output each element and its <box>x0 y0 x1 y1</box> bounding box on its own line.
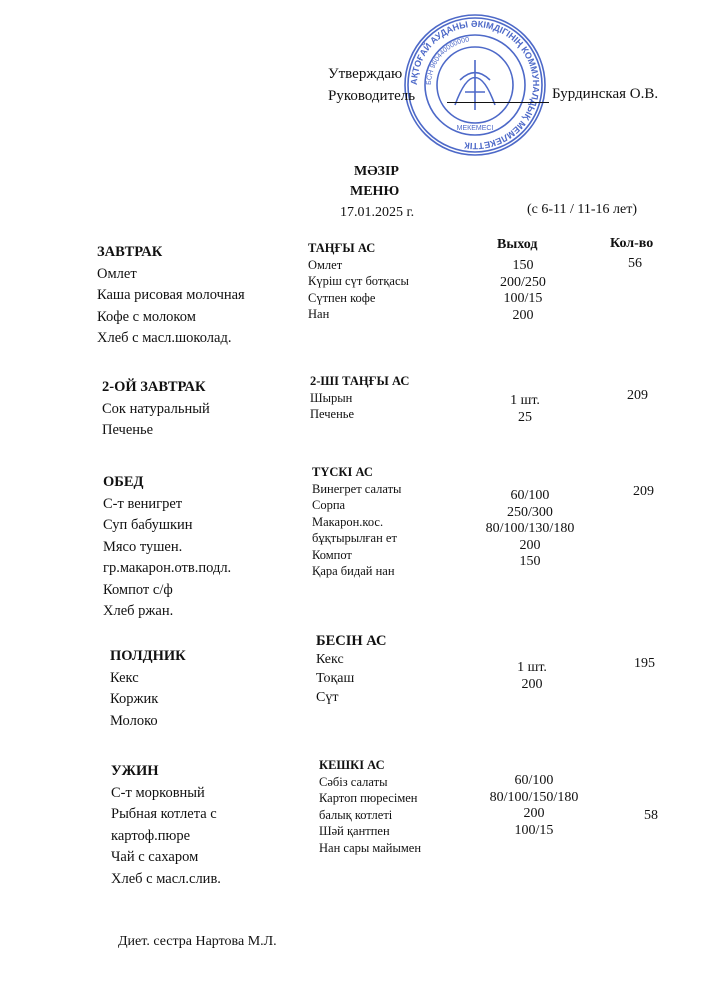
official-stamp <box>400 10 550 160</box>
meal-breakfast-kz <box>308 240 409 323</box>
output-value: 100/15 <box>514 822 554 838</box>
meal-snack-qty: 195 <box>634 656 655 671</box>
list-item: Компот <box>312 547 352 562</box>
list-item: Чай с сахаром <box>111 849 199 865</box>
stamp-graphic <box>405 15 545 155</box>
list-item: гр.макарон.отв.подл. <box>103 560 232 576</box>
list-item: Күріш сүт ботқасы <box>308 274 409 288</box>
meal-lunch-qty: 209 <box>633 484 654 499</box>
output-value: 150 <box>519 554 541 569</box>
list-item: Макарон.кос. <box>312 514 384 529</box>
output-value: 200 <box>521 676 543 692</box>
menu-date: 17.01.2025 г. <box>340 205 415 220</box>
meal-title-ru: УЖИН <box>111 763 159 779</box>
list-item: Нан <box>308 307 330 321</box>
list-item: Омлет <box>97 265 137 282</box>
output-value: 80/100/130/180 <box>485 521 575 536</box>
meal-lunch-kz <box>312 464 401 580</box>
meal-breakfast-outputs <box>478 258 568 324</box>
meal-dinner-ru <box>111 761 221 890</box>
list-item: Хлеб с масл.слив. <box>111 870 221 887</box>
approval-name: Бурдинская О.В. <box>552 86 659 102</box>
list-item: Шырын <box>310 390 353 405</box>
meal-snack-ru <box>110 646 186 732</box>
meal-lunch-ru <box>103 472 231 623</box>
meal-snack-kz <box>316 632 387 707</box>
list-item: балық котлеті <box>319 807 393 822</box>
meal-dinner-outputs <box>474 773 594 839</box>
list-item: Омлет <box>308 257 343 272</box>
output-value: 60/100 <box>510 488 550 503</box>
list-item: бұқтырылған ет <box>312 531 397 545</box>
output-value: 100/15 <box>503 291 543 306</box>
output-value: 80/100/150/180 <box>489 789 579 805</box>
approval-role: Руководитель <box>328 88 416 104</box>
list-item: Печенье <box>102 422 154 438</box>
meal-lunch-outputs <box>470 488 590 571</box>
stamp-bin-text: БСН 960440000000 <box>425 36 470 86</box>
output-value: 200 <box>512 307 534 323</box>
meal-breakfast-ru <box>97 242 245 350</box>
signature-line <box>447 102 549 103</box>
list-item: Хлеб с масл.шоколад. <box>97 330 232 346</box>
meal-title-kz: 2-ШІ ТАҢҒЫ АС <box>310 374 410 388</box>
menu-title-kz: МӘЗІР <box>354 164 399 179</box>
column-output-header: Выход <box>497 237 538 252</box>
output-value: 250/300 <box>507 504 553 520</box>
list-item: Мясо тушен. <box>103 538 183 555</box>
list-item: Сүтпен кофе <box>308 290 376 305</box>
output-value: 200/250 <box>500 274 546 290</box>
list-item: Қара бидай нан <box>312 564 395 578</box>
list-item: Сорпа <box>312 498 346 512</box>
output-value: 150 <box>512 258 534 273</box>
list-item: Компот с/ф <box>103 581 173 598</box>
list-item: Хлеб ржан. <box>103 603 174 619</box>
meal-second-breakfast-qty: 209 <box>627 388 648 403</box>
column-qty-header: Кол-во <box>610 236 654 251</box>
list-item: Кофе с молоком <box>97 308 196 325</box>
approval-approve: Утверждаю <box>328 66 403 82</box>
output-value: 60/100 <box>514 773 554 788</box>
meal-dinner-kz <box>319 757 421 856</box>
stamp-inner-text: МЕКЕМЕСІ <box>456 125 494 132</box>
output-value: 1 шт. <box>517 660 547 675</box>
meal-dinner-qty: 58 <box>644 808 658 823</box>
list-item: Шәй қантпен <box>319 824 390 838</box>
meal-title-ru: ПОЛДНИК <box>110 648 186 664</box>
meal-second-breakfast-kz <box>310 373 409 423</box>
list-item: Кекс <box>110 669 139 686</box>
output-value: 25 <box>518 409 532 425</box>
age-range: (с 6-11 / 11-16 лет) <box>527 202 638 217</box>
list-item: Сүт <box>316 690 339 705</box>
list-item: Молоко <box>110 712 158 729</box>
menu-title-ru: МЕНЮ <box>350 184 400 199</box>
list-item: Каша рисовая молочная <box>97 287 245 303</box>
output-value: 200 <box>519 537 541 553</box>
meal-second-breakfast-ru <box>102 377 210 442</box>
meal-title-kz: КЕШКІ АС <box>319 758 385 772</box>
meal-breakfast-qty: 56 <box>628 256 642 271</box>
list-item: С-т венигрет <box>103 495 183 512</box>
list-item: Сәбіз салаты <box>319 774 388 789</box>
output-value: 1 шт. <box>510 393 540 408</box>
list-item: Рыбная котлета с <box>111 806 217 822</box>
list-item: Кекс <box>316 652 344 667</box>
meal-title-ru: ОБЕД <box>103 474 144 490</box>
output-value: 200 <box>523 806 545 821</box>
list-item: Картоп пюресімен <box>319 791 418 805</box>
meal-title-ru: 2-ОЙ ЗАВТРАК <box>102 379 206 395</box>
meal-title-kz: ТҮСКІ АС <box>312 465 373 479</box>
stamp-outer-text: АҚТОҒАЙ АУДАНЫ ӘКІМДІГІНІҢ КОММУНАЛДЫҚ МЕМЛЕКЕТТІК <box>408 18 542 152</box>
meal-title-kz: БЕСІН АС <box>316 633 387 649</box>
meal-title-ru: ЗАВТРАК <box>97 244 163 260</box>
list-item: картоф.пюре <box>111 827 191 844</box>
meal-title-kz: ТАҢҒЫ АС <box>308 241 376 255</box>
list-item: Печенье <box>310 407 355 421</box>
list-item: Коржик <box>110 691 159 707</box>
list-item: Суп бабушкин <box>103 517 193 533</box>
list-item: Тоқаш <box>316 671 355 686</box>
dietitian-signature: Диет. сестра Нартова М.Л. <box>118 934 277 949</box>
list-item: Сок натуральный <box>102 400 210 417</box>
meal-snack-outputs <box>487 660 577 693</box>
meal-second-breakfast-outputs <box>480 393 570 426</box>
list-item: Нан сары майымен <box>319 840 422 855</box>
list-item: Винегрет салаты <box>312 481 402 496</box>
list-item: С-т морковный <box>111 784 205 801</box>
